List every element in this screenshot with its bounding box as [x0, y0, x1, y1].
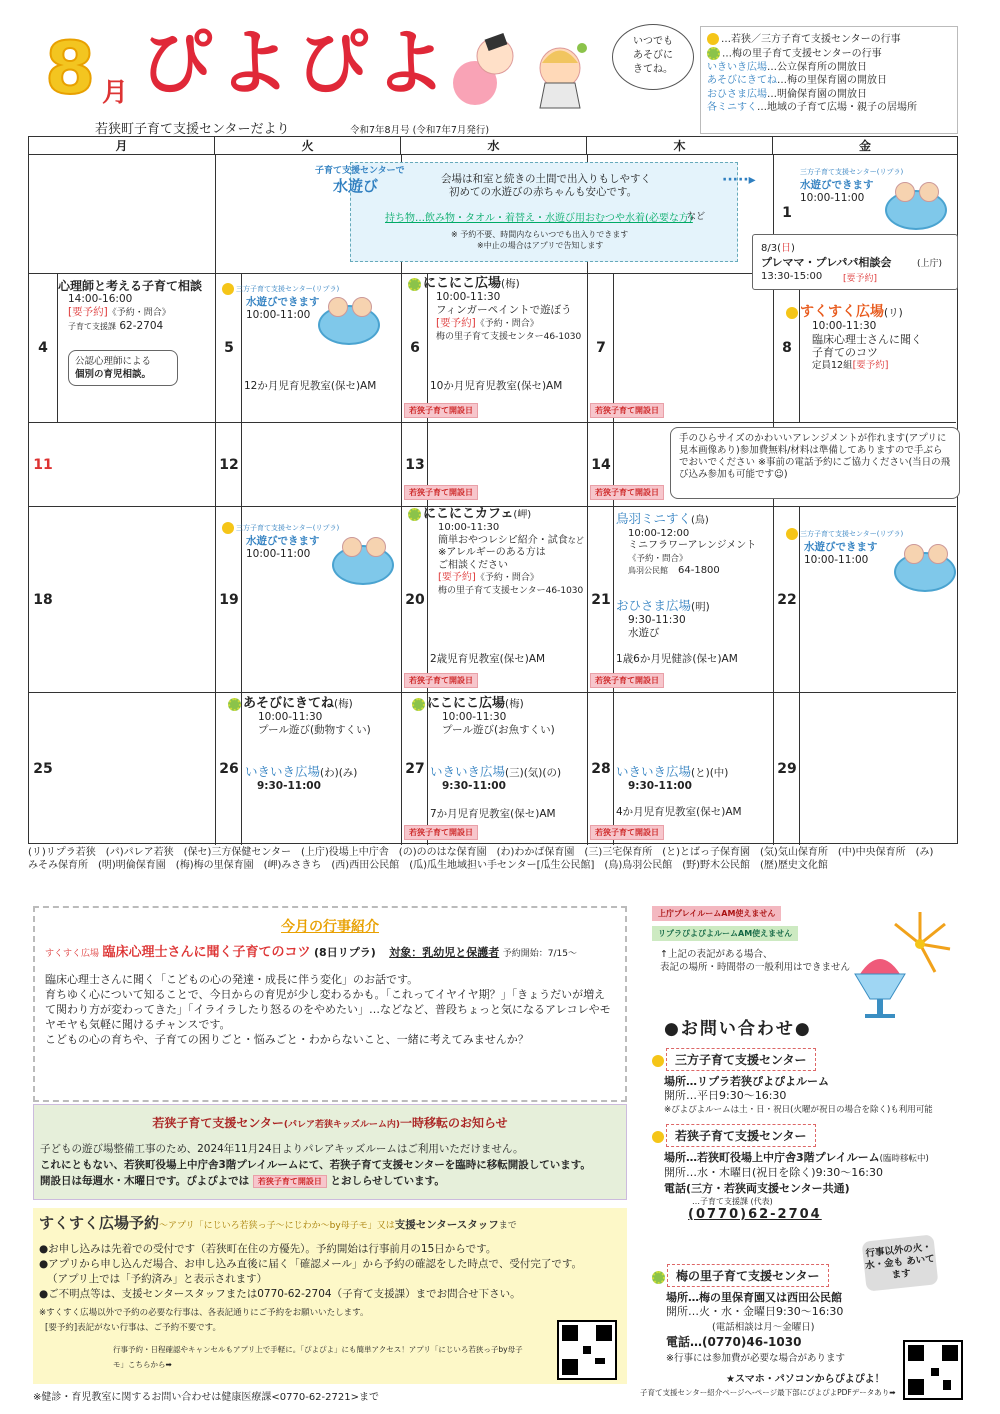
- event-psych-consult: 心理師と考える子育て相談 14:00-16:00 [要予約]《予約・問合》 子育て支援課 62-2704: [58, 279, 203, 332]
- footer-note: ※健診・育児教室に関するお問い合わせは健康医療課<0770-62-2721>まで: [33, 1392, 379, 1403]
- smartphone-note-2: 子育て支援センター紹介ページへ-ページ最下部にぴよぴよPDFデータあり➡: [640, 1388, 896, 1397]
- date-1: 1: [782, 205, 792, 221]
- smartphone-note: ★スマホ・パソコンからぴよぴよ！: [726, 1374, 885, 1385]
- flower-icon: [408, 508, 421, 521]
- event-water-19: 三方子育て支援センター(リプラ) 水遊びできます 10:00-11:00: [222, 522, 339, 561]
- room-tag-2: リプラぴよぴよルームAM使えません: [652, 926, 798, 941]
- abbreviation-legend: (リ)リプラ若狭 (パ)パレア若狭 (保セ)三方保健センター (上庁)役場上中庁舎 (の)ののはな保育園 (わ)わかば保育園 (三)三宅保育所 (と)とばっ子保育園 (気)気山保育所 (中)中央保育所 (み) みそみ保育所 (明)明倫保育園 (梅)梅の里保育園 (岬)みさきち (西)西田公民館 (瓜)瓜生地域担い手センター[瓜生公民館] (鳥)鳥羽公民館 (野)野木公民館 (歴)歴史文化館: [28, 847, 934, 871]
- date-4: 4: [38, 340, 48, 356]
- flower-icon: [707, 47, 720, 60]
- intro-heading: 今月の行事紹介: [281, 919, 379, 935]
- open-day-tag: 若狭子育て開設日: [404, 673, 478, 688]
- header-wed: 水: [401, 137, 587, 155]
- sun-icon: [786, 307, 798, 319]
- event-ohisama-21: おひさま広場(明) 9:30-11:30 水遊び: [616, 598, 710, 639]
- legend: …若狭／三方子育て支援センターの行事 …梅の里子育て支援センターの行事 いきいき広場…公立保育所の開放日 あそびにきてね…梅の里保育園の開放日 おひさま広場…明倫保育園の開放日 各ミニすく…地域の子育て広場・親子の居場所: [700, 26, 958, 134]
- speech-bubble: いつでも あそびに きてね。: [612, 24, 694, 90]
- contact-heading: ●お問い合わせ●: [664, 1019, 812, 1039]
- water-play-info: 子育て支援センターで 水遊び 会場は和室と続きの土間で出入りもしやすく 初めての水遊びの赤ちゃんも安心です。 持ち物…飲み物・タオル・着替え・水遊び用おむつや水着(必要な方) など ※ 予約不要、時間内ならいつでも出入りできます ※中止の場合はアプリで告知します: [350, 162, 738, 262]
- sun-icon: [222, 522, 234, 534]
- shaved-ice-illustration: [850, 904, 960, 1034]
- header-thu: 木: [587, 137, 773, 155]
- event-nikoniko-6: にこにこ広場(梅) 10:00-11:30 フィンガーペイントで遊ぼう [要予約]《予約・問合》 梅の里子育て支援センター46-1030: [408, 277, 581, 344]
- date-5: 5: [224, 340, 234, 356]
- contact-mikata: 三方子育て支援センター 場所…リプラ若狭ぴよぴよルーム 開所…平日9:30～16:30 ※ぴよぴよルームは土・日・祝日(火曜が祝日の場合を除く)も利用可能: [652, 1048, 952, 1115]
- event-ikiiki-28: いきいき広場(と)(中) 9:30-11:00: [616, 764, 729, 792]
- reservation-info: すくすく広場予約～アプリ「にじいろ若狭っ子～にじわか～by母子モ」又は支援センタースタッフまで ●お申し込みは先着での受付です（若狭町在住の方優先）。予約開始は行事前月の15日からです。 ●アプリから申し込んだ場合、お申し込み直後に届く「確認メール」から予約の確認をした時点で、受付完了です。 （アプリ上では「予約済み」と表示されます） ●ご不明点等は、支援センタースタッフまたは0770-62-2704（子育て支援課）までお問合せ下さい。 ※すくすく広場以外で予約の必要な行事は、各表記通りにご予約をお願いいたします。 [要予約]表記がない行事は、ご予約不要です。 行事予約・日程確認やキャンセルもアプリ上で手軽に。「ぴよぴよ」にも簡単アクセス！アプリ「にじいろ若狭っ子by母子モ」こちらから➡: [33, 1208, 627, 1384]
- arrow-right-icon: ·····▸: [722, 172, 756, 188]
- event-water-1: 三方子育て支援センター(リプラ) 水遊びできます 10:00-11:00: [800, 168, 904, 204]
- event-nikoniko-27: にこにこ広場(梅) 10:00-11:30 プール遊び(お魚すくい): [412, 697, 555, 737]
- date-18: 18: [33, 592, 53, 608]
- open-day-tag: 若狭子育て開設日: [590, 673, 664, 688]
- class-21: 1歳6か月児健診(保セ)AM: [616, 653, 738, 665]
- event-water-22: 三方子育て支援センター(リプラ) 水遊びできます 10:00-11:00: [786, 528, 903, 567]
- open-day-tag: 若狭子育て開設日: [404, 403, 478, 418]
- contact-wakasa: 若狭子育て支援センター 場所…若狭町役場上中庁舎3階プレイルーム(臨時移転中) 開所…水・木曜日(祝日を除く)9:30～16:30 電話(三方・若狭両支援センター共通) …子育て支援課 (代表) (0770)62-2704: [652, 1124, 952, 1222]
- flower-note: 手のひらサイズのかわいいアレンジメントが作れます(アプリに見本画像あり)参加費無料/材料は準備してありますので手ぶらでおいでください ※事前の電話予約にご協力ください(当日の飛び込み参加も可能です☺): [670, 427, 960, 499]
- event-water-5: 三方子育て支援センター(リプラ) 水遊びできます 10:00-11:00: [222, 283, 339, 322]
- room-tag-note: ↑上記の表記がある場合、 表記の場所・時間帯の一般利用はできません: [660, 949, 851, 973]
- mascot-illustration: [450, 28, 610, 123]
- event-asobi-26: あそびにきてね(梅) 10:00-11:30 プール遊び(動物すくい): [228, 697, 371, 737]
- month-number: 8: [44, 26, 96, 110]
- flower-icon: [408, 278, 421, 291]
- header-mon: 月: [29, 137, 215, 155]
- newsletter-title: ぴよぴよ: [140, 21, 453, 105]
- newsletter-subtitle: 若狭町子育て支援センターだより: [95, 122, 290, 137]
- issue-date: 令和7年8月号 (令和7年7月発行): [350, 125, 490, 136]
- date-22: 22: [777, 592, 797, 608]
- relocation-notice: 若狭子育て支援センター(パレア若狭キッズルーム内)一時移転のお知らせ 子どもの遊び場整備工事のため、2024年11月24日よりパレアキッズルームはご利用いただけません。 これにともない、若狭町役場上中庁舎3階プレイルームにて、若狭子育て支援センターを臨時に移転開設しています。 開設日は毎週水・木曜日です。ぴよぴよでは 若狭子育て開設日 とおしらせしています。: [33, 1104, 627, 1200]
- event-ikiiki-27: いきいき広場(三)(気)(の) 9:30-11:00: [430, 764, 562, 792]
- room-tag-1: 上庁プレイルームAM使えません: [652, 906, 781, 921]
- date-19: 19: [219, 592, 239, 608]
- open-day-tag: 若狭子育て開設日: [404, 485, 478, 500]
- pool-illustration: [318, 305, 380, 345]
- pool-illustration: [885, 190, 947, 230]
- date-12: 12: [219, 457, 239, 473]
- umenosato-note: 行事以外の火・水・金も あいてます: [862, 1234, 939, 1291]
- date-28: 28: [591, 761, 611, 777]
- app-qr-code[interactable]: [557, 1320, 617, 1380]
- date-7: 7: [596, 340, 606, 356]
- event-sukusuku-8: すくすく広場(リ) 10:00-11:30 臨床心理士さんに聞く 子育てのコツ 定員12組[要予約]: [786, 306, 922, 372]
- class-27: 7か月児育児教室(保セ)AM: [430, 808, 556, 820]
- event-intro: 今月の行事紹介 すくすく広場 臨床心理士さんに聞く子育てのコツ (8日リプラ) 対象：乳幼児と保護者 予約開始：7/15～ 臨床心理士さんに聞く「こどもの心の発達・成長に伴う変化」のお話です。 育ちゆく心について知ることで、今日からの育児が少し変わるかも。「これってイヤイヤ期？」「きょうだいが増えて関わり方が変わってきた」「イライラしたり怒るのをやめたい」…などなど、普段ちょっと気になるアレコレやモヤモヤも気軽に聞けるチャンスです。 こどもの心の育ちや、子育ての困りごと・悩みごと・わからないこと、一緒に考えてみませんか？: [33, 906, 627, 1102]
- psych-note: 公認心理師による 個別の育児相談。: [68, 350, 178, 386]
- pool-illustration: [332, 545, 394, 585]
- date-29: 29: [777, 761, 797, 777]
- month-suffix: 月: [102, 78, 129, 108]
- sun-icon: [707, 33, 719, 45]
- open-day-tag: 若狭子育て開設日: [590, 825, 664, 840]
- date-26: 26: [219, 761, 239, 777]
- date-14: 14: [591, 457, 611, 473]
- event-cafe-20: にこにこカフェ(岬) 10:00-11:30 簡単おやつレシピ紹介・試食など ※アレルギーのある方は ご相談ください [要予約]《予約・問合》 梅の里子育て支援センター46-1030: [408, 508, 584, 597]
- date-21: 21: [591, 592, 611, 608]
- open-day-tag: 若狭子育て開設日: [404, 825, 478, 840]
- date-8: 8: [782, 340, 792, 356]
- open-day-tag: 若狭子育て開設日: [590, 403, 664, 418]
- class-5: 12か月児育児教室(保セ)AM: [244, 380, 377, 392]
- date-20: 20: [405, 592, 425, 608]
- date-6: 6: [410, 340, 420, 356]
- header-fri: 金: [773, 137, 957, 155]
- date-25: 25: [33, 761, 53, 777]
- date-27: 27: [405, 761, 425, 777]
- event-ikiiki-26: いきいき広場(わ)(み) 9:30-11:00: [245, 764, 358, 792]
- header-tue: 火: [215, 137, 401, 155]
- event-toba-21: 鳥羽ミニすく(鳥) 10:00-12:00 ミニフラワーアレンジメント 《予約・問合》 鳥羽公民館 64-1800: [616, 511, 757, 576]
- web-qr-code[interactable]: [903, 1340, 963, 1400]
- contact-umenosato: 梅の里子育て支援センター 場所…梅の里保育園又は西田公民館 開所…火・水・金曜日9:30～16:30 (電話相談は月～金曜日) 電話…(0770)46-1030 ※行事には参加費が必要な場合があります: [652, 1264, 952, 1364]
- class-20: 2歳児育児教室(保セ)AM: [430, 653, 546, 665]
- class-28: 4か月児育児教室(保セ)AM: [616, 806, 742, 818]
- open-day-tag: 若狭子育て開設日: [590, 485, 664, 500]
- date-13: 13: [405, 457, 425, 473]
- prepapa-event: 8/3(日) プレママ・プレパパ相談会 (上庁) 13:30-15:00 [要予約]: [752, 234, 958, 290]
- sun-icon: [222, 283, 234, 295]
- sun-icon: [652, 1055, 664, 1067]
- sun-icon: [652, 1131, 664, 1143]
- class-6: 10か月児育児教室(保セ)AM: [430, 380, 563, 392]
- flower-icon: [652, 1271, 665, 1284]
- date-11: 11: [33, 457, 53, 473]
- flower-icon: [412, 698, 425, 711]
- flower-icon: [228, 698, 241, 711]
- sun-icon: [786, 528, 798, 540]
- pool-illustration: [894, 552, 956, 592]
